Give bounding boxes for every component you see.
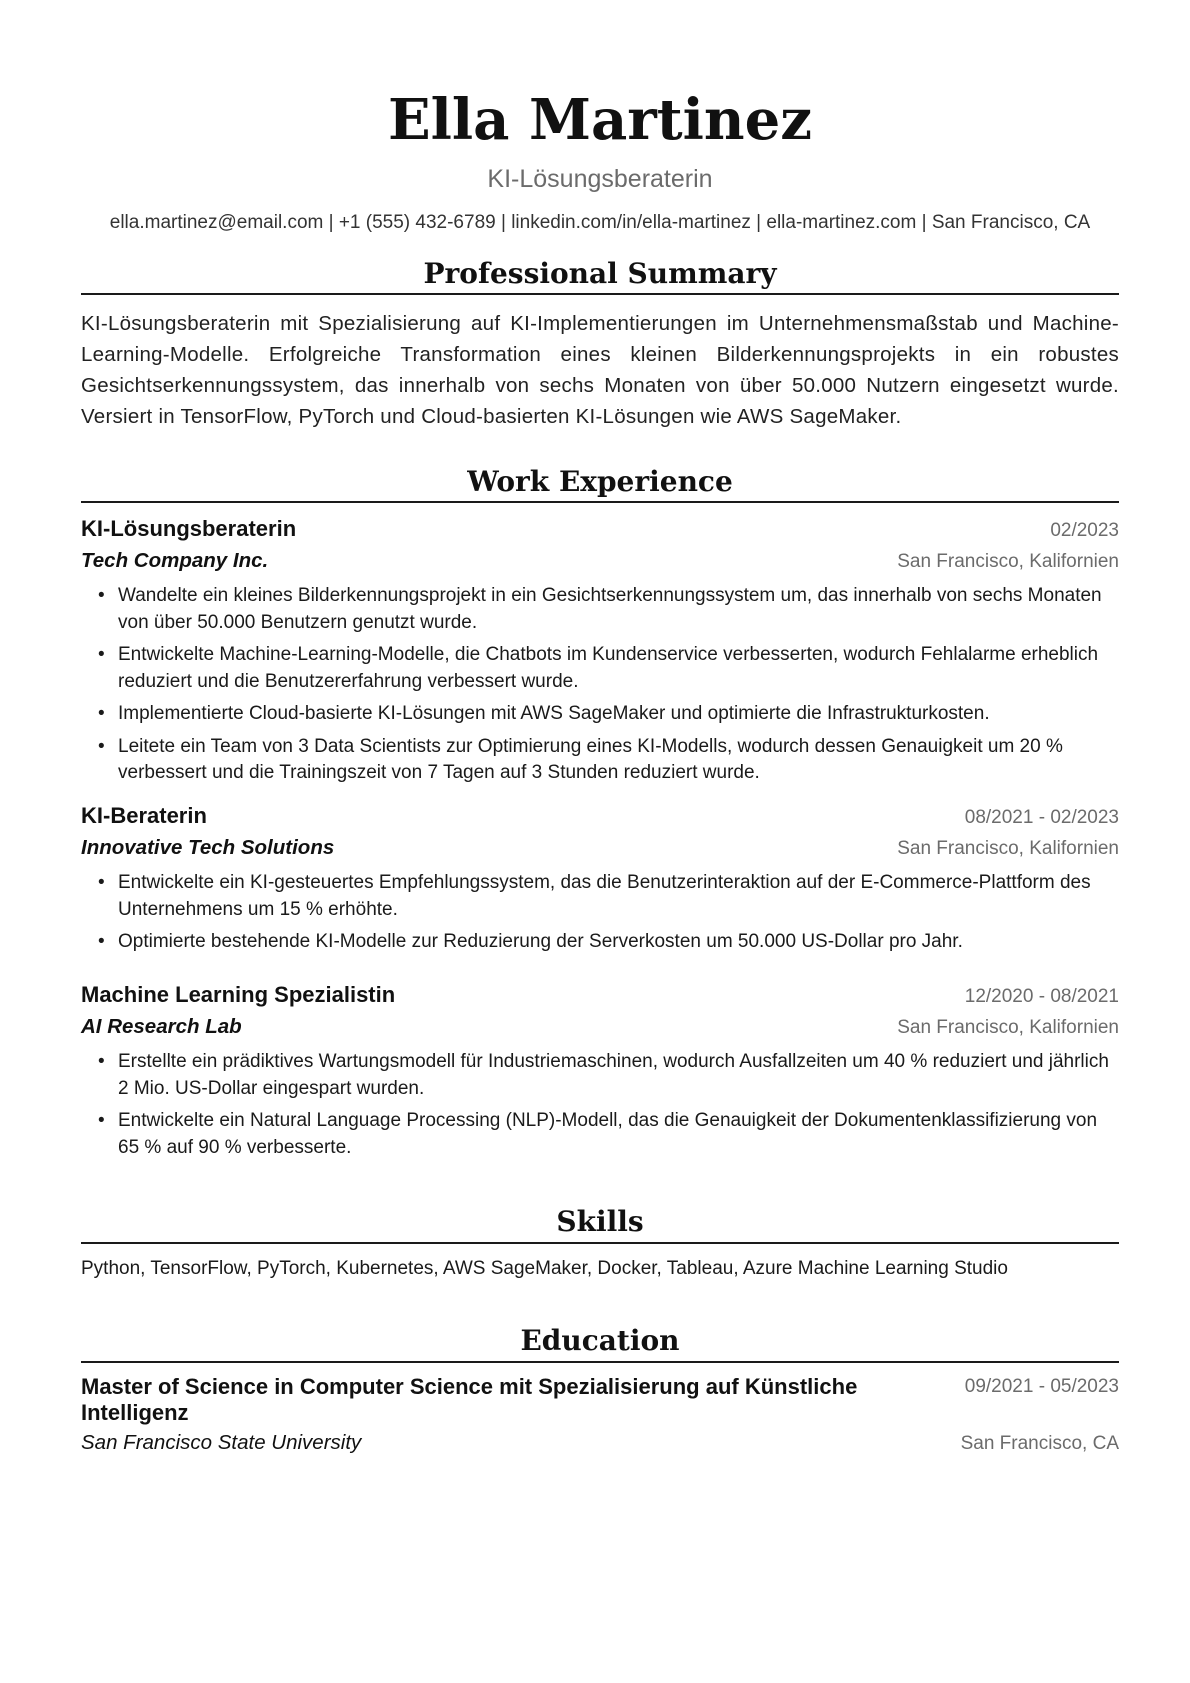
section-divider xyxy=(81,1242,1119,1244)
job-location: San Francisco, Kalifornien xyxy=(897,551,1119,572)
job-entry xyxy=(81,801,1119,962)
job-location: San Francisco, Kalifornien xyxy=(897,1017,1119,1038)
job-company: AI Research Lab xyxy=(81,1015,242,1038)
bullet-text: Entwickelte ein Natural Language Processing (NLP)-Modell, das die Genauigkeit der Dokumentenklassifizierung von 65 % auf 90 % verbesserte. xyxy=(118,1110,1098,1158)
bullet-icon: • xyxy=(98,703,105,724)
job-role: Machine Learning Spezialistin xyxy=(81,982,396,1007)
bullet-icon: • xyxy=(98,1110,105,1131)
bullet-item xyxy=(81,583,1119,636)
job-entry xyxy=(81,514,1119,793)
bullet-icon: • xyxy=(98,1051,105,1072)
bullet-text: Entwickelte Machine-Learning-Modelle, die Chatbots im Kundenservice verbesserten, wodurch Fehlalarme erheblich reduziert und die Benutzererfahrung verbessert wurde. xyxy=(118,644,1099,692)
bullet-text: Implementierte Cloud-basierte KI-Lösungen mit AWS SageMaker und optimierte die Infrastrukturkosten. xyxy=(118,703,990,724)
candidate-name: Ella Martinez xyxy=(387,87,813,153)
section-heading-experience: Work Experience xyxy=(467,465,733,498)
bullet-text: Erstellte ein prädiktives Wartungsmodell für Industriemaschinen, wodurch Ausfallzeiten um 40 % reduziert und jährlich 2 Mio. US-Dollar eingespart wurden. xyxy=(118,1051,1109,1099)
summary-text: KI-Lösungsberaterin mit Spezialisierung auf KI-Implementierungen im Unternehmensmaßstab und Machine-Learning-Modelle. Erfolgreiche Transformation eines kleinen Bilderkennungsprojekts in ein robustes Gesichtserkennungssystem, das innerhalb von sechs Monaten von über 50.000 Nutzern eingesetzt wurde. Versiert in TensorFlow, PyTorch und Cloud-basierten KI-Lösungen wie AWS SageMaker. xyxy=(81,312,1119,428)
skills-list: Python, TensorFlow, PyTorch, Kubernetes, AWS SageMaker, Docker, Tableau, Azure Machine Learning Studio xyxy=(81,1258,1008,1279)
bullet-item xyxy=(81,929,1119,956)
job-entry xyxy=(81,980,1119,1167)
section-heading-education: Education xyxy=(520,1324,680,1357)
bullet-icon: • xyxy=(98,931,105,952)
bullet-icon: • xyxy=(98,585,105,606)
job-location: San Francisco, Kalifornien xyxy=(897,838,1119,859)
job-company: Innovative Tech Solutions xyxy=(81,836,335,859)
job-date: 08/2021 - 02/2023 xyxy=(964,807,1119,828)
job-role: KI-Beraterin xyxy=(81,803,207,828)
job-bullets xyxy=(81,583,1119,787)
section-divider xyxy=(81,1361,1119,1363)
job-bullets xyxy=(81,1049,1119,1161)
job-role: KI-Lösungsberaterin xyxy=(81,516,297,541)
bullet-text: Entwickelte ein KI-gesteuertes Empfehlungssystem, das die Benutzerinteraktion auf der E-Commerce-Plattform des Unternehmens um 15 % erhöhte. xyxy=(118,872,1091,920)
bullet-text: Optimierte bestehende KI-Modelle zur Reduzierung der Serverkosten um 50.000 US-Dollar pro Jahr. xyxy=(118,931,963,952)
bullet-icon: • xyxy=(98,735,105,757)
section-heading-summary: Professional Summary xyxy=(423,257,777,290)
bullet-icon: • xyxy=(98,644,105,665)
bullet-item xyxy=(81,1049,1119,1102)
section-heading-skills: Skills xyxy=(556,1205,644,1238)
bullet-text: Leitete ein Team von 3 Data Scientists zur Optimierung eines KI-Modells, wodurch dessen Genauigkeit um 20 % verbessert und die Trainingszeit von 7 Tagen auf 3 Stunden reduziert wurde. xyxy=(118,735,1063,783)
bullet-item xyxy=(81,642,1119,695)
bullet-item xyxy=(81,870,1119,923)
contact-line: ella.martinez@email.com | +1 (555) 432-6789 | linkedin.com/in/ella-martinez | ella-martinez.com | San Francisco, CA xyxy=(109,212,1091,233)
job-company: Tech Company Inc. xyxy=(81,549,269,572)
degree-title: Master of Science in Computer Science mit Spezialisierung auf Künstliche Intelligenz xyxy=(81,1374,858,1425)
education-entry xyxy=(81,1374,1119,1459)
bullet-text: Wandelte ein kleines Bilderkennungsprojekt in ein Gesichtserkennungssystem um, das innerhalb von sechs Monaten von über 50.000 Benutzern genutzt wurde. xyxy=(118,585,1102,633)
job-bullets xyxy=(81,870,1119,956)
school-name: San Francisco State University xyxy=(81,1431,362,1454)
bullet-icon: • xyxy=(98,872,105,893)
school-location: San Francisco, CA xyxy=(960,1433,1119,1454)
education-date: 09/2021 - 05/2023 xyxy=(964,1376,1119,1397)
section-divider xyxy=(81,293,1119,295)
candidate-title: KI-Lösungsberaterin xyxy=(487,165,713,193)
bullet-item xyxy=(81,734,1119,787)
section-divider xyxy=(81,501,1119,503)
bullet-item xyxy=(81,1108,1119,1161)
bullet-item xyxy=(81,701,1119,728)
job-date: 12/2020 - 08/2021 xyxy=(964,986,1119,1007)
job-date: 02/2023 xyxy=(1050,520,1119,541)
